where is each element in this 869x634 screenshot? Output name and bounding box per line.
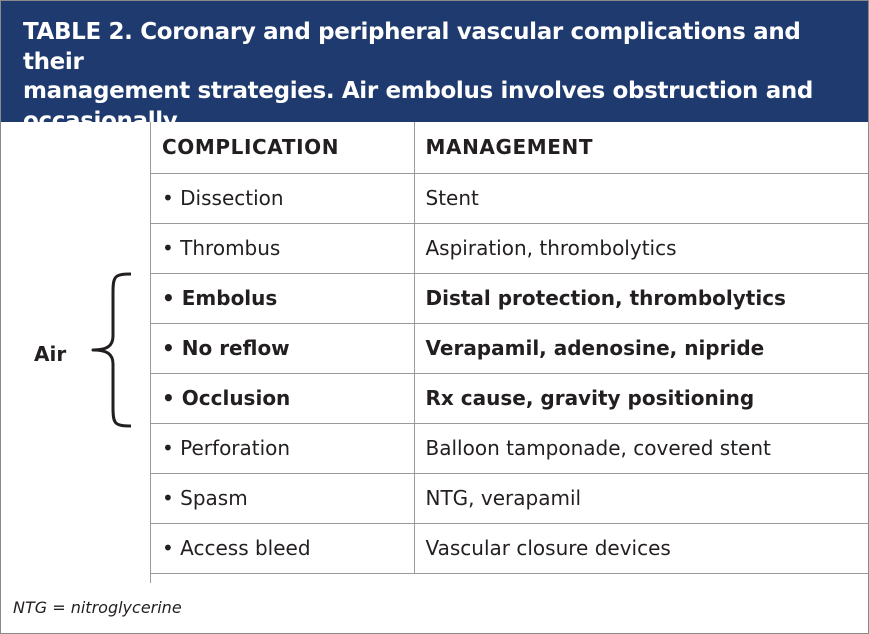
table-row <box>151 473 868 523</box>
group-label-air: Air <box>34 342 67 366</box>
management-cell: Balloon tamponade, covered stent <box>414 423 868 473</box>
header-management: MANAGEMENT <box>414 122 868 173</box>
complication-cell: • Embolus <box>151 273 414 323</box>
table-row <box>151 373 868 423</box>
table-header-row <box>151 122 868 173</box>
table-title <box>1 1 868 163</box>
table-row <box>151 523 868 573</box>
management-cell: Verapamil, adenosine, nipride <box>414 323 868 373</box>
table-footnote: NTG = nitroglycerine <box>13 598 182 617</box>
complication-cell: • Dissection <box>151 173 414 223</box>
management-cell: Distal protection, thrombolytics <box>414 273 868 323</box>
management-cell: Rx cause, gravity positioning <box>414 373 868 423</box>
table-row <box>151 173 868 223</box>
table-row <box>151 223 868 273</box>
complication-cell: • Spasm <box>151 473 414 523</box>
curly-brace-icon <box>87 272 133 428</box>
management-cell: NTG, verapamil <box>414 473 868 523</box>
complication-cell: • Thrombus <box>151 223 414 273</box>
table-title-line-2: management strategies. Air embolus involves obstruction and occasionally <box>23 78 814 134</box>
complication-cell: • Perforation <box>151 423 414 473</box>
table-title-line-1: TABLE 2. Coronary and peripheral vascular complications and their <box>23 19 801 75</box>
complications-table <box>151 122 868 574</box>
table-title-line-3: no reflow. <box>23 137 149 163</box>
complication-cell: • Access bleed <box>151 523 414 573</box>
header-complication: COMPLICATION <box>151 122 414 173</box>
complication-cell: • Occlusion <box>151 373 414 423</box>
table-row <box>151 323 868 373</box>
management-cell: Vascular closure devices <box>414 523 868 573</box>
management-cell: Stent <box>414 173 868 223</box>
group-column <box>1 122 151 583</box>
complication-cell: • No reflow <box>151 323 414 373</box>
management-cell: Aspiration, thrombolytics <box>414 223 868 273</box>
table-row <box>151 273 868 323</box>
table-row <box>151 423 868 473</box>
